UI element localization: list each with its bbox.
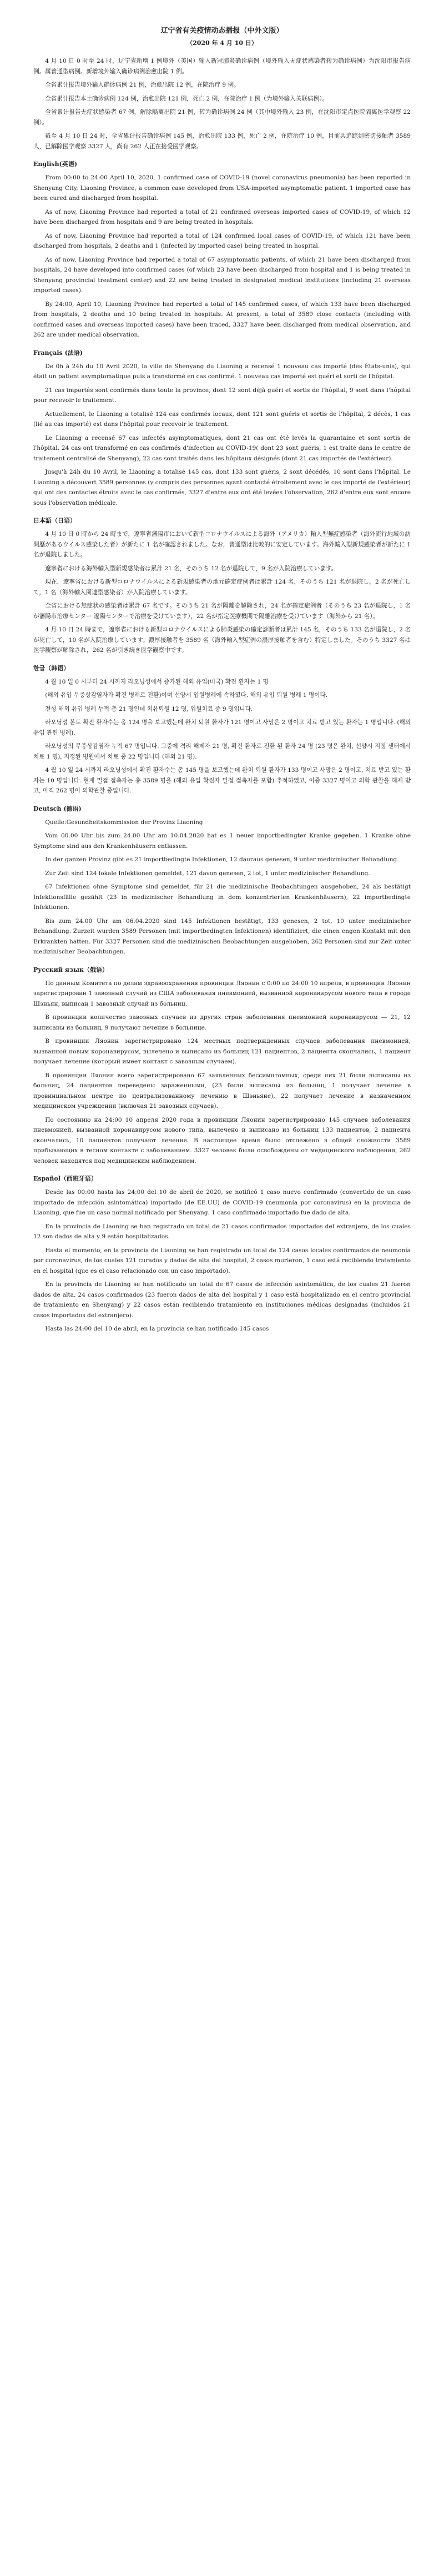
paragraph: 21 cas importés sont confirmés dans toute la province, dont 12 sont déjà guéri et sortis de l'hôpital, 9 sont dans l'hôpital pour recevoir le traitement.	[33, 386, 411, 404]
paragraph: В провинции Ляонин всего зарегистрировано 67 заявленных бессимптомных, среди них 21 были выписаны из больниц, 24 пациентов переведены зараженными, (23 были выписаны из больниц, 1 получает лечение в провинциальном центре по централизованному лечению в Шэньяне), 22 получает лечение в назначенном медицинском учреждении (включая 21 завозных случаев).	[33, 1072, 411, 1109]
paragraph: Actuellement, le Liaoning a totalisé 124 cas confirmés locaux, dont 121 sont guéris et sortis de l'hôpital, 2 décès, 1 cas (lié au cas importé) est dans l'hôpital pour recevoir le traitement.	[33, 410, 411, 428]
paragraph: В провинции Ляонин зарегистрировано 124 местных подтвержденных случаев заболевания пневмонией, вызванной новым коронавирусом, вылечено и выписано из больниц 121 пациентов, 2 пациента скончались, 1 пациент получает лечение (который имеет контакт с завозным случаем).	[33, 1038, 411, 1065]
paragraph: 截至 4 月 10 日 24 时，全省累计报告确诊病例 145 例，治愈出院 133 例，死亡 2 例，在院治疗 10 例，目前共追踪到密切接触者 3589 人，已解除医学观察 3327 人，尚有 262 人正在接受医学观察。	[33, 133, 411, 150]
paragraph: 4 月 10 日 0 時から 24 時まで，遼寧省瀋陽市において新型コロナウイルスによる海外（アメリカ）輸入型無症感染者（海外流行地域の訪問歴があるウイルス感染した者）が新たに 1 名が確認されました。なお，普通型は比較的に安定しています。海外輸入型新規感染者が新たに 1 名が退院しました。	[33, 531, 411, 558]
language-section	[33, 516, 411, 656]
paragraph: 4 월 10 일 24 시까지 라오닝성에서 확진 환자수는 총 145 명을 보고했는데 완치 퇴원 환자가 133 명이고 사망은 2 명이고, 치료 받고 있는 환자는 10 명입니다. 현재 밀접 접촉자는 총 3589 명을 (해외 유입 확진자 밀접 접촉자를 포함) 추적하였고, 이중 3327 명이고 의학 관찰을 해제 받고, 아직 262 명이 의학관찰 중입니다.	[33, 767, 411, 794]
document-date: （2020 年 4 月 10 日）	[186, 39, 258, 47]
paragraph: 67 Infektionen ohne Symptome sind gemeldet, für 21 die medizinische Beobachtungen ausgehoben, 24 als bestätigt Infektionsfälle gezählt (23 in medizinischer Behandlung in dem konzentrierten Krankenhäusern), 22 importbedingte Infektionen.	[33, 883, 411, 911]
section-heading: English(英语)	[33, 160, 78, 168]
document-body	[33, 56, 411, 1334]
paragraph: As of now, Liaoning Province had reported a total of 124 confirmed local cases of COVID-19, of which 121 have been discharged from hospitals, 2 deaths and 1 (infected by imported case) being treated in hospital.	[33, 232, 411, 249]
paragraph: Hasta el momento, en la provincia de Liaoning se han registrado un total de 124 casos locales confirmados de neumonía por coronavirus, de los cuales 121 curados y dados de alta del hospital, 2 casos murieron, 1 caso está recibiendo tratamiento en el hospital (que es el caso relacionado con un caso importado).	[33, 1247, 411, 1274]
paragraph: En la provincia de Liaoning se han notificado un total de 67 casos de infección asintomática, de los cuales 21 fueron dados de alta, 24 casos confirmados (23 fueron dados de alta del hospital y 1 caso está hospitalizado en el centro provincial de tratamiento en Shenyang) y 22 casos están recibiendo tratamiento en instituciones médicas designadas (incluidos 21 casos importados del extranjero).	[33, 1281, 411, 1319]
document-title: 辽宁省有关疫情动态播报（中外文版）	[160, 27, 284, 35]
section-heading: Русский язык（俄语）	[33, 966, 108, 973]
section-heading: 한글（韩语）	[33, 664, 70, 672]
section-heading: Deutsch (德语)	[33, 805, 82, 812]
paragraph: As of now, Liaoning Province had reported a total of 67 asymptomatic patients, of which 21 have been discharged from hospitals, 24 have developed into confirmed cases (of which 23 have been discharged from hospital and 1 is being treated in Shenyang provincial treatment center) and 22 are being treated in designated medical institutions (including 21 overseas imported cases).	[33, 256, 411, 294]
paragraph: 라오닝성의 무증상감염자 누적 67 명입니다. 그중에 격리 해제자 21 명, 확진 환자로 전환 된 환자 24 명 (23 명은 완치, 선양시 지정 센터에서 치료 1 명), 지정된 병원에서 치료 중 22 명입니다 (해외 21 명).	[33, 743, 411, 760]
paragraph: 라오닝성 본토 확진 환자수는 총 124 명을 보고했는데 완치 퇴원 환자가 121 명이고 사망은 2 명이고 치료 받고 있는 환자는 1 명입니다. (해외 유입 관련 병례).	[33, 719, 411, 736]
paragraph: Quelle:Gesundheitskommission der Provinz Liaoning	[45, 819, 203, 826]
paragraph: Vom 00.00 Uhr bis zum 24.00 Uhr am 10.04.2020 hat es 1 neuer importbedingter Kranke gegeben. 1 Kranke ohne Symptome sind aus den Krankenhäusern entlassen.	[33, 832, 411, 850]
language-section	[33, 159, 411, 340]
paragraph: (해외 유입 무증상감염자가 확진 병례로 전환)이며 선양시 입원병례에 속하였다. 해외 유입 퇴원 병례 1 명이다.	[45, 692, 328, 699]
paragraph: 遼寧省における海外輸入型新規感染者は累計 21 名，そのうち 12 名が退院して，9 名が入院治療しています。	[45, 565, 337, 572]
paragraph: По состоянию на 24:00 10 апреля 2020 года в провинции Ляонин зарегистрировано 145 случаев заболевания пневмонией, вызванной коронавирусом нового типа, вылечено и выписано из больниц 133 пациентов, 2 пациента скончались, 10 пациентов получают лечение. В настоящее время было отслежено в общей сложности 3589 прибывающих в тесном контакте с заболеванием. 3327 человек были освобождены от медицинского наблюдения, 262 человек находятся под медицинским наблюдением.	[33, 1116, 411, 1164]
paragraph: 全省における無症状の感染者は累計 67 名です。そのうち 21 名が隔離を解除され，24 名が確定症例者（そのうち 23 名が退院し，1 名が瀋陽市治療センター 遼陽センターで治療を受けています），22 名が指定医療機関で隔離治療を受けています（海外から 21 名）。	[33, 602, 411, 620]
language-section	[33, 348, 411, 509]
language-section	[33, 56, 411, 152]
language-section	[33, 664, 411, 796]
paragraph: 全省累计报告本土确诊病例 124 例，治愈出院 121 例，死亡 2 例，在院治疗 1 例（为境外输入关联病例）。	[45, 95, 329, 102]
paragraph: 4 월 10 일 0 시부터 24 시까지 라오닝성에서 증가된 해외 유입(미국) 확진 환자는 1 명	[45, 678, 269, 685]
paragraph: Le Liaoning a recensé 67 cas infectés asymptomatiques, dont 21 cas ont été levés la quarantaine et sont sortis de l'hôpital, 24 cas ont transformé en cas confirmés d'infection au COVID-19( dont 23 sont guéris, 1 est traité dans le centre de traitement centralisé de Shenyang), 22 cas sont traités dans les hôpitaux désignés (dont 21 cas importés de l'extérieur).	[33, 434, 411, 462]
section-heading: Français (法语)	[33, 349, 83, 356]
paragraph: В провинции количество завозных случаев из других стран заболевания пневмонией коронавирусом — 21, 12 выписаны из больниц, 9 получают лечение в больнице.	[33, 1014, 411, 1031]
paragraph: 4 月 10 日 24 時まで，遼寧省における新型コロナウイルスによる肺炎感染の確定診断者は累計 145 名，そのうち 133 名が退院し，2 名が死亡して，10 名が入院治療しています。濃厚接触者を 3589 名（海外輸入型症例の濃厚接触者を含む）特定しました。そのうち 3327 名は医学観察が解除され，262 名が引き続き医学観察中です。	[33, 626, 411, 654]
language-section	[33, 965, 411, 1167]
paragraph: By 24:00, April 10, Liaoning Province had reported a total of 145 confirmed cases, of which 133 have been discharged from hospitals, 2 deaths and 10 being treated in hospitals. At present, a total of 3589 close contacts (including with confirmed cases and overseas imported cases) have been traced, 3327 have been discharged from medical observation, and 262 are under medical observation.	[33, 300, 411, 338]
paragraph: 전성 해외 유입 병례 누적 총 21 명인데 치유퇴원 12 명, 입원치료 중 9 명입니다.	[45, 705, 253, 712]
paragraph: 全省累计报告无症状感染者 67 例，解除隔离出院 21 例，转为确诊病例 24 例（其中境外输入 23 例，在沈阳市定点医院隔离医学观察 22 例）。	[33, 109, 411, 126]
paragraph: As of now, Liaoning Province had reported a total of 21 confirmed overseas imported cases of COVID-19, of which 12 have been discharged from hospitals and 9 are being treated in hospitals.	[33, 208, 411, 225]
paragraph: Hasta las 24:00 del 10 de abril, en la provincia se han notificado 145 casos	[45, 1325, 269, 1332]
section-heading: 日本語（日语）	[33, 517, 76, 524]
paragraph: From 00:00 to 24:00 April 10, 2020, 1 confirmed case of COVID-19 (novel coronavirus pneumonia) has been reported in Shenyang City, Liaoning Province, a common case developed from USA-imported asymptomatic patient. 1 imported case has been cured and discharged from hospital.	[33, 174, 411, 202]
paragraph: Bis zum 24.00 Uhr am 06.04.2020 sind 145 Infektionen bestätigt, 133 genesen, 2 tot, 10 unter medizinischer Behandlung. Zurzeit wurden 3589 Personen (mit importbedingten Infektionen) identifiziert, die einen engen Kontakt mit den Erkrankten hatten. Für 3327 Personen sind die medizinischen Beobachtungen ausgehoben, 262 Personen sind zur Zeit unter medizinischer Beobachtungen.	[33, 917, 411, 955]
section-heading: Español（西班牙语）	[33, 1175, 97, 1182]
paragraph: De 0h à 24h du 10 Avril 2020, la ville de Shenyang du Liaoning a recensé 1 nouveau cas importé (des États-unis), qui était un patient asymptomatique puis a transformé en cas confirmé. 1 nouveau cas importé est guéri et sorti de l'hôpital.	[33, 363, 411, 380]
paragraph: 全省累计报告境外输入确诊病例 21 例，治愈出院 12 例，在院治疗 9 例。	[45, 82, 240, 88]
paragraph: In der ganzen Provinz gibt es 21 importbedingte Infektionen, 12 dauraus genesen, 9 unter medizinischer Behandlung.	[45, 856, 399, 863]
paragraph: 4 月 10 日 0 时至 24 时，辽宁省新增 1 例境外（美国）输入新冠肺炎确诊病例（境外输入无症状感染者转为确诊病例）为沈阳市报告病例。属普通型病例。新增境外输入确诊病例治愈出院 1 例。	[33, 58, 411, 75]
paragraph: 現在，遼寧省における新型コロナウイルスによる新規感染者の地元確定症例者は累計 124 名，そのうち 121 名が退院し，2 名が死亡して，1 名（海外輸入関連型感染者）が入院治療しています。	[33, 579, 411, 596]
paragraph: По данным Комитета по делам здравоохранения провинции Ляонин с 0:00 по 24:00 10 апреля, в провинции Ляонин зарегистрирован 1 завозный случай из США заболевания пневмонией, вызванной коронавирусом нового типа в городе Шэньян, выписан 1 завозный случай из больниц.	[33, 980, 411, 1007]
paragraph: Jusqu'à 24h du 10 Avril, le Liaoning a totalisé 145 cas, dont 133 sont guéris, 2 sont décédés, 10 sont dans l'hôpital. Le Liaoning a découvert 3589 personnes (y compris des personnes ayant contacté étroitement avec le cas importé de l'extérieur) qui ont des contactes étroits avec le cas confirmés, 3327 d'entre eux ont été levées l'observation, 262 d'entre eux sont encore sous l'observation médicale.	[33, 469, 411, 506]
language-section	[33, 804, 411, 957]
language-section	[33, 1174, 411, 1334]
paragraph: En la provincia de Liaoning se han registrado un total de 21 casos confirmados importados del extranjero, de los cuales 12 son dados de alta y 9 están hospitalizados.	[33, 1223, 411, 1240]
paragraph: Desde las 00:00 hasta las 24:00 del 10 de abril de 2020, se notificó 1 caso nuevo confirmado (convertido de un caso importado de infección asintomática) importado (de EE.UU) de COVID-19 (neumonía por coronavirus) en la provincia de Liaoning, que fue un caso normal notificado por Shenyang. 1 caso confirmado importado fue dado de alta.	[33, 1189, 411, 1216]
paragraph: Zur Zeit sind 124 lokale Infektionen gemeldet, 121 davon genesen, 2 tot, 1 unter medizinischer Behandlung.	[45, 870, 370, 877]
